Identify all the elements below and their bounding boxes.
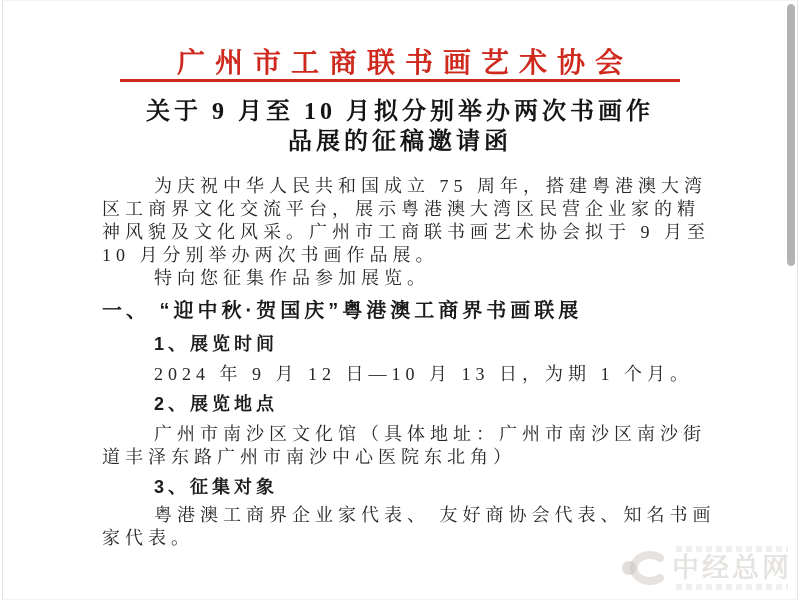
vertical-scrollbar-thumb[interactable] <box>787 4 795 266</box>
document-title-line2: 品展的征稿邀请函 <box>288 129 512 155</box>
watermark-logo-icon <box>620 546 668 590</box>
paragraph-line: 10 月分别举办两次书画作品展。 <box>102 245 439 265</box>
document-body <box>102 175 722 550</box>
document-title-line1: 关于 9 月至 10 月拟分别举办两次书画作 <box>146 99 654 125</box>
paragraph-line: 2024 年 9 月 12 日—10 月 13 日，为期 1 个月。 <box>154 364 693 384</box>
paragraph-line: 粤港澳工商界企业家代表、 友好商协会代表、知名书画 <box>154 505 716 525</box>
section-heading: 一、 “迎中秋·贺国庆”粤港澳工商界书画联展 <box>102 300 583 322</box>
paragraph-line: 道丰泽东路广州市南沙中心医院东北角） <box>102 447 516 467</box>
sub-heading-exhibition-time: 1、展览时间 <box>154 334 279 354</box>
document-title <box>0 97 800 157</box>
paragraph-line: 神风貌及文化风采。广州市工商联书画艺术协会拟于 9 月至 <box>102 222 710 242</box>
organization-title: 广州市工商联书画艺术协会 <box>176 47 633 78</box>
red-divider-line <box>120 79 680 82</box>
paragraph-line: 广州市南沙区文化馆（具体地址：广州市南沙区南沙街 <box>154 424 706 444</box>
watermark-small-text-row <box>676 546 788 552</box>
sub-heading-collection-targets: 3、征集对象 <box>154 477 279 497</box>
watermark <box>620 544 792 592</box>
paragraph-line: 家代表。 <box>102 528 194 548</box>
watermark-small-text-row <box>676 584 788 590</box>
paragraph-line: 区工商界文化交流平台，展示粤港澳大湾区民营企业家的精 <box>102 199 700 219</box>
paragraph-line: 为庆祝中华人民共和国成立 75 周年，搭建粤港澳大湾 <box>154 176 707 196</box>
watermark-text: 中经总网 <box>672 553 792 583</box>
sub-heading-exhibition-venue: 2、展览地点 <box>154 394 279 414</box>
paragraph-line: 特向您征集作品参加展览。 <box>154 268 430 288</box>
